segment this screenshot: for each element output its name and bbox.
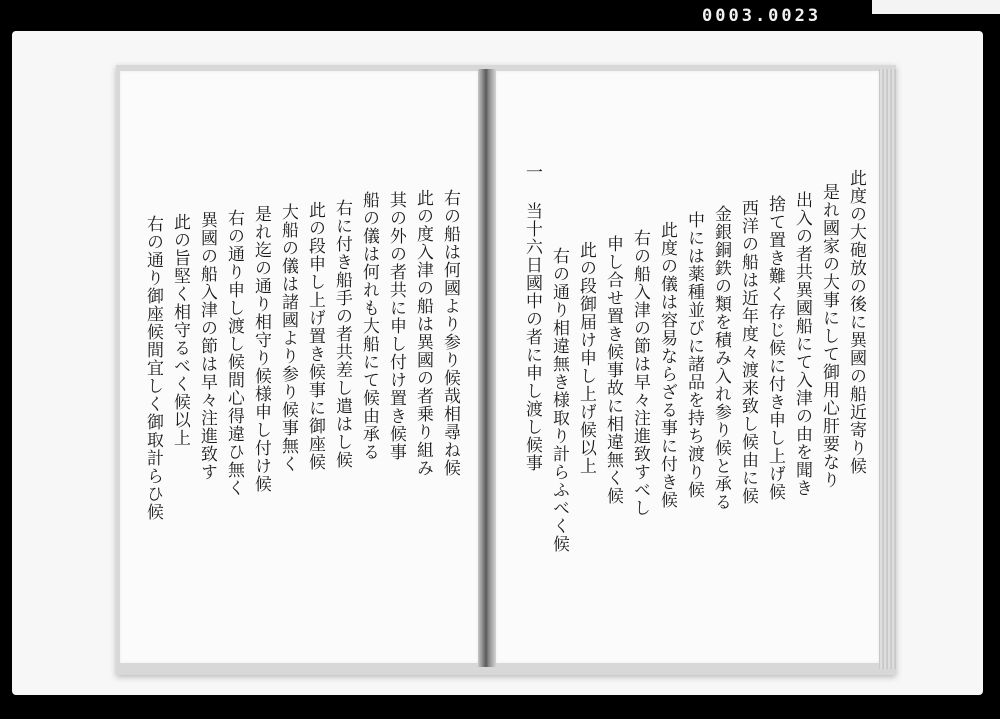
text-column: 西洋の船は近年度々渡来致し候由に候 — [738, 199, 758, 505]
text-column: 捨て置き難く存じ候に付き申し上げ候 — [765, 195, 785, 501]
film-edge-marker — [872, 0, 1000, 14]
text-column: 右に付き船手の者共差し遣はし候 — [332, 199, 352, 469]
text-column: 此度の大砲放の後に異國の船近寄り候 — [846, 169, 866, 475]
text-column: 此の段申し上げ置き候事に御座候 — [305, 201, 325, 471]
text-column: 右の通り御座候間宜しく御取計らひ候 — [143, 215, 163, 521]
text-column: 大船の儀は諸國より参り候事無く — [278, 203, 298, 473]
text-column: 一 当十六日國中の者に申し渡し候事 — [522, 163, 542, 472]
text-column: 右の船入津の節は早々注進致すべし — [630, 229, 650, 517]
text-column: 此度の儀は容易ならざる事に付き候 — [657, 221, 677, 509]
text-column: 是れ國家の大事にして御用心肝要なり — [819, 183, 839, 489]
text-column: 金銀銅鉄の類を積み入れ参り候と承る — [711, 205, 731, 511]
text-column: 出入の者共異國船にて入津の由を聞き — [792, 191, 812, 497]
text-column: 此の度入津の船は異國の者乗り組み — [413, 189, 433, 477]
text-column: 申し合せ置き候事故に相違無く候 — [603, 235, 623, 505]
right-page — [496, 71, 879, 663]
text-column: 右の通り申し渡し候間心得違ひ無く — [224, 209, 244, 497]
page-edges — [879, 69, 896, 669]
text-column: 右の通り相違無き様取り計らふべく候 — [549, 247, 569, 553]
text-column: 此の旨堅く相守るべく候以上 — [170, 213, 190, 447]
scan-mount — [12, 31, 983, 695]
text-column: 船の儀は何れも大船にて候由承る — [359, 191, 379, 461]
text-column: 中には薬種並びに諸品を持ち渡り候 — [684, 211, 704, 499]
text-column: 右の船は何國より参り候哉相尋ね候 — [440, 189, 460, 477]
text-column: 此の段御届け申し上げ候以上 — [576, 241, 596, 475]
text-column: 是れ迄の通り相守り候様申し付け候 — [251, 205, 271, 493]
frame-number-label: 0003.0023 — [702, 6, 822, 26]
text-column: 異國の船入津の節は早々注進致す — [197, 211, 217, 481]
text-column: 其の外の者共に申し付け置き候事 — [386, 191, 406, 461]
left-page — [120, 71, 478, 663]
book-gutter — [478, 69, 496, 667]
open-book — [116, 65, 896, 675]
